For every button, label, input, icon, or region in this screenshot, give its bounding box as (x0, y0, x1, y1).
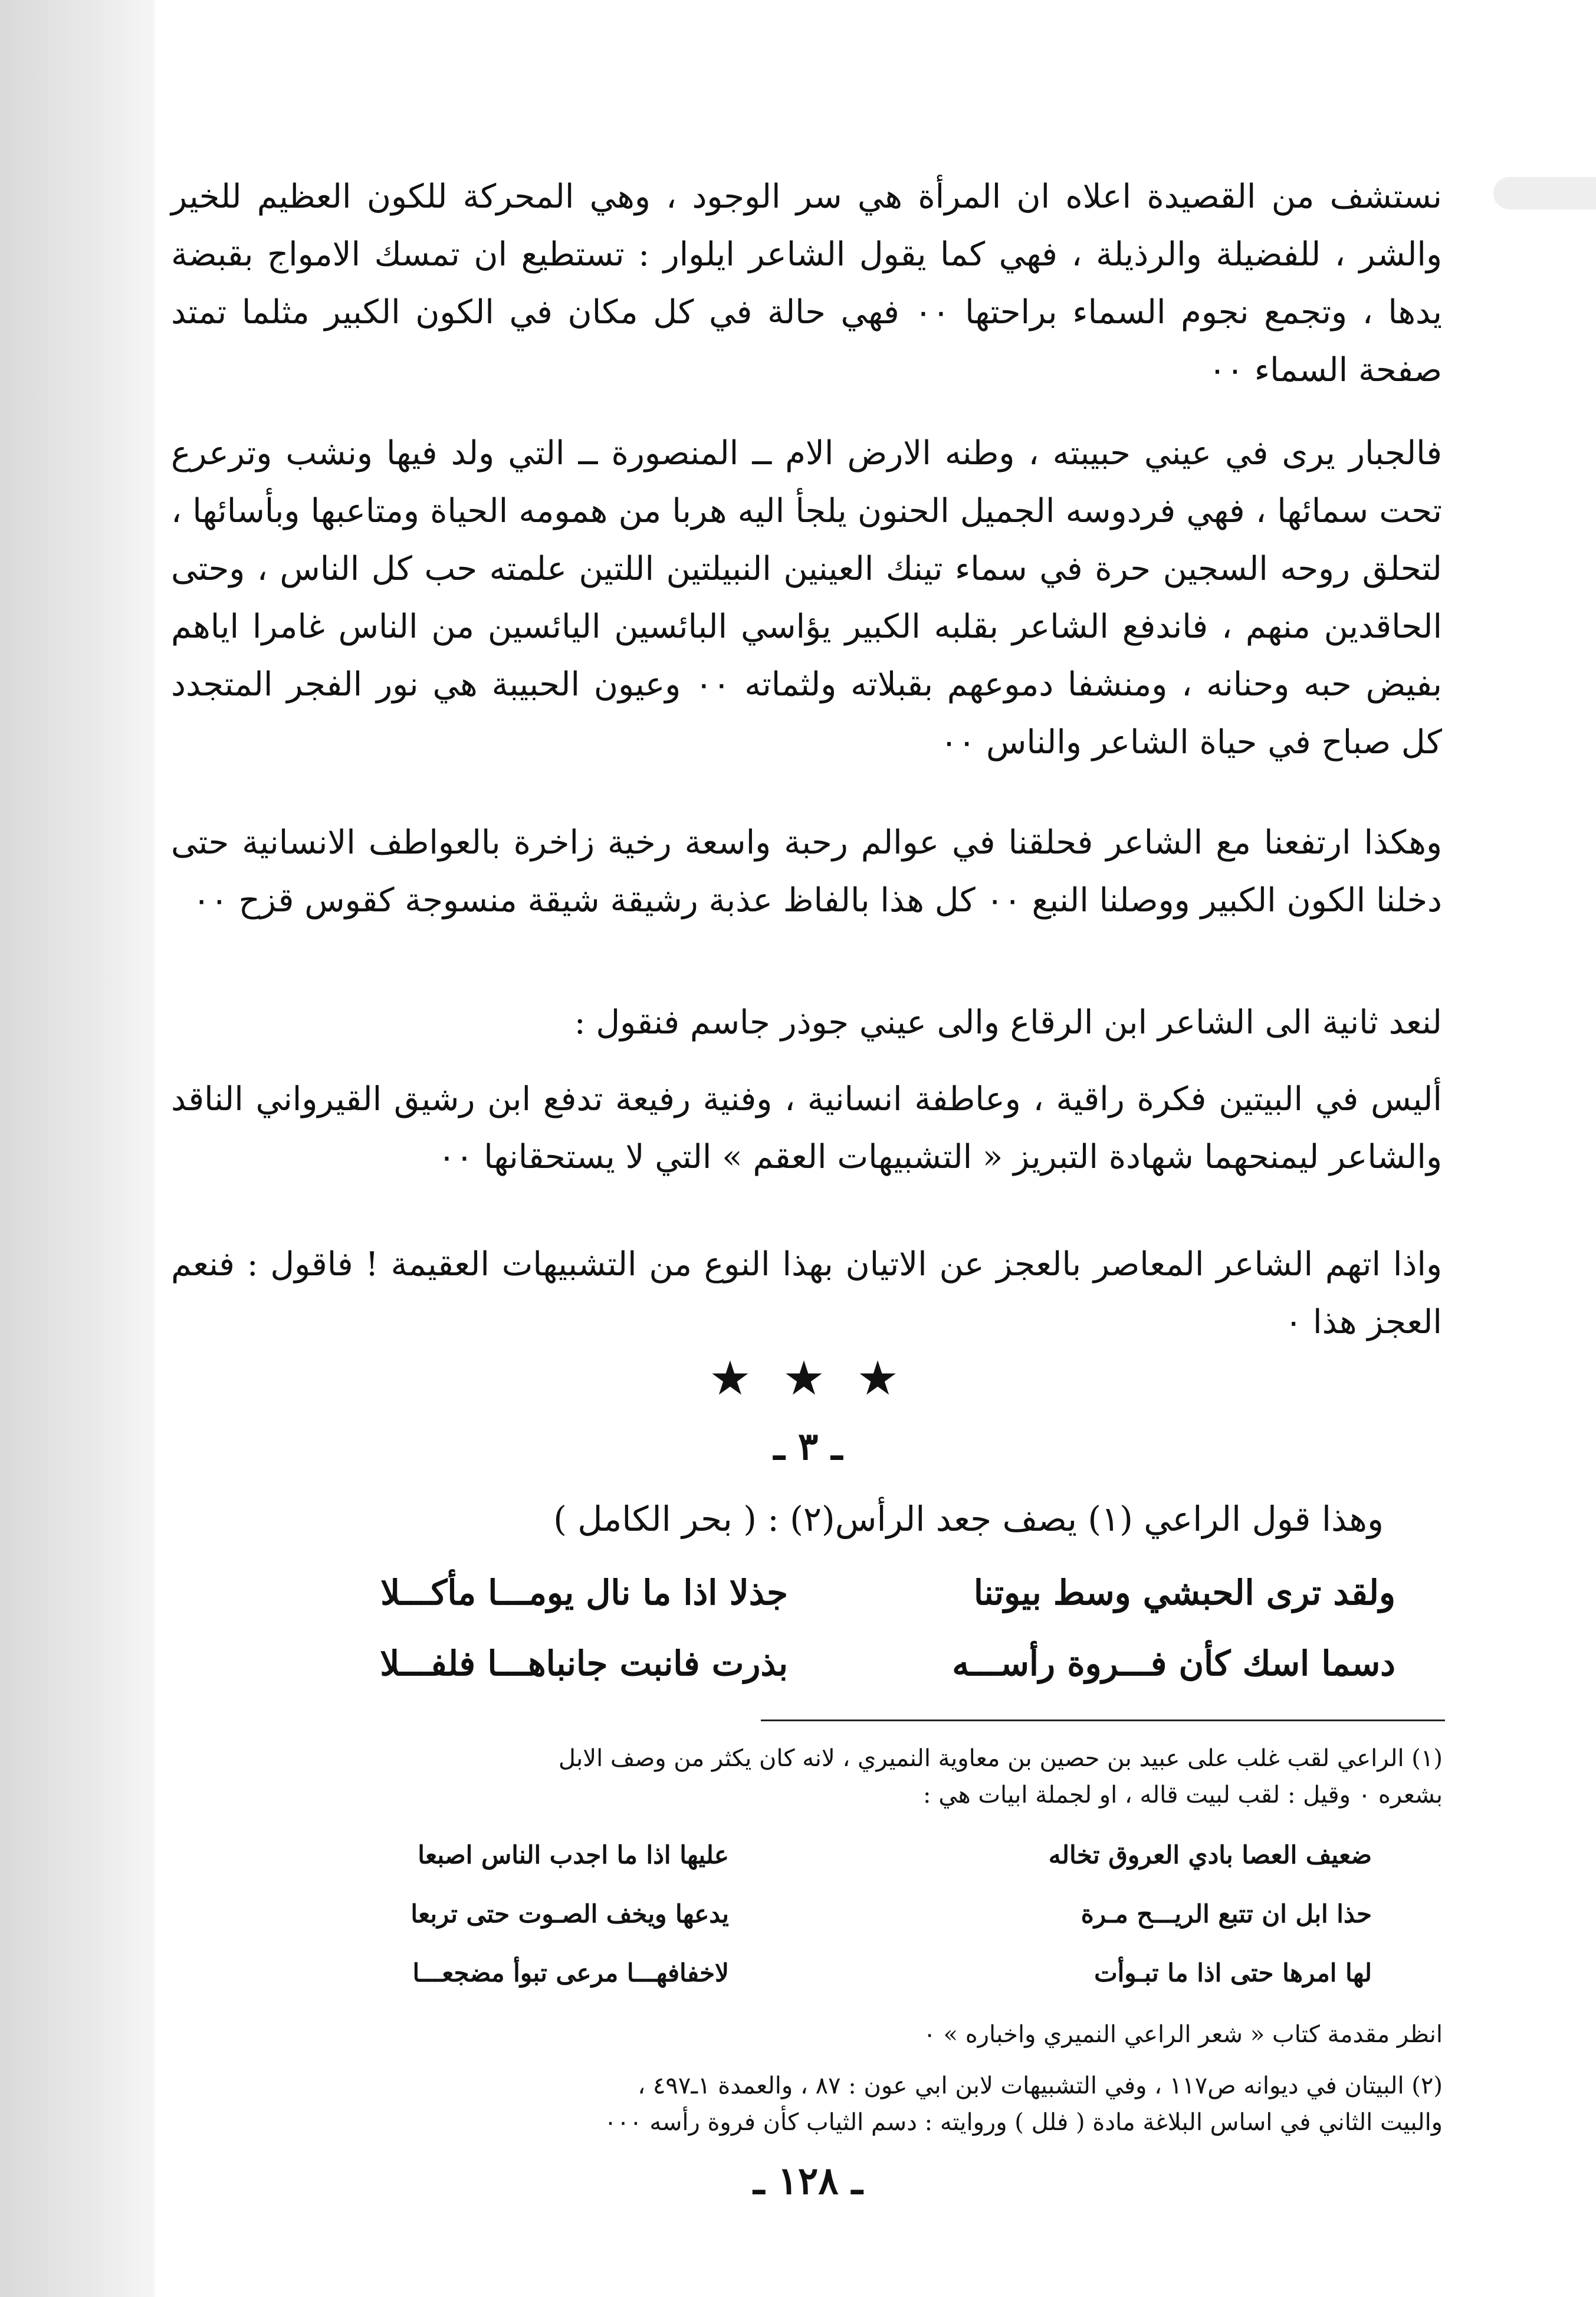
footnote-verse-2-second: يدعها ويخف الصـوت حتى تربعا (411, 1899, 729, 1928)
footnote-1 (175, 1740, 1443, 1813)
paragraph-4: لنعد ثانية الى الشاعر ابن الرقاع والى عيني جوذر جاسم فنقول : (574, 1003, 1442, 1042)
verse-2-second-hemistich: بذرت فانبت جانباهـــا فلفـــلا (380, 1643, 788, 1684)
paragraph-6: واذا اتهم الشاعر المعاصر بالعجز عن الاتيان بهذا النوع من التشبيهات العقيمة ! فاقول : فنعم العجز هذا ٠ (171, 1245, 1442, 1341)
verse-1-first-hemistich: ولقد ترى الحبشي وسط بيوتنا (973, 1573, 1395, 1613)
footnote-2-line-1: (٢) البيتان في ديوانه ص١١٧ ، وفي التشبيهات لابن ابي عون : ٨٧ ، والعمدة ١ـ٤٩٧ ، (638, 2072, 1443, 2099)
footnote-verse-2-first: حذا ابل ان تتبع الريـــح مـرة (1081, 1899, 1372, 1928)
page-number: ـ ١٢٨ ـ (753, 2159, 863, 2203)
scan-smudge (1493, 177, 1596, 209)
scan-margin (0, 0, 155, 2297)
paragraph-5: أليس في البيتين فكرة راقية ، وعاطفة انسانية ، وفنية رفيعة تدفع ابن رشيق القيرواني الناقد والشاعر ليمنحهما شهادة التبريز « التشبيهات العقم » التي لا يستحقانها ٠٠ (171, 1080, 1442, 1176)
verse-2-first-hemistich: دسما اسك كأن فـــروة رأســـه (952, 1643, 1395, 1684)
footnote-1-source: انظر مقدمة كتاب « شعر الراعي النميري واخباره » ٠ (923, 2021, 1443, 2048)
footnote-verse-1-second: عليها اذا ما اجدب الناس اصبعا (418, 1840, 729, 1869)
footnote-verse-1-first: ضعيف العصا بادي العروق تخاله (1048, 1840, 1372, 1869)
footnote-1-line-2: بشعره ٠ وقيل : لقب لبيت قاله ، او لجملة ابيات هي : (923, 1781, 1443, 1809)
footnote-2-line-2: والبيت الثاني في اساس البلاغة مادة ( فلل ) وروايته : دسم الثياب كأن فروة رأسه ٠٠٠ (604, 2109, 1443, 2136)
footnote-divider (761, 1720, 1445, 1721)
section-number: ـ ٣ ـ (773, 1425, 843, 1469)
verse-1-second-hemistich: جذلا اذا ما نال يومـــا مأكـــلا (380, 1573, 788, 1613)
paragraph-3: وهكذا ارتفعنا مع الشاعر فحلقنا في عوالم رحبة واسعة رخية زاخرة بالعواطف الانسانية حتى دخلنا الكون الكبير ووصلنا النبع ٠٠ كل هذا بالفاظ عذبة رشيقة شيقة منسوجة كقوس قزح ٠٠ (171, 823, 1442, 920)
section-separator-stars: ★ ★ ★ (708, 1351, 907, 1406)
verse-introduction: وهذا قول الراعي (١) يصف جعد الرأس(٢) : ( بحر الكامل ) (553, 1499, 1384, 1539)
footnote-2 (175, 2068, 1443, 2141)
paragraph-2: فالجبار يرى في عيني حبيبته ، وطنه الارض الام ــ المنصورة ــ التي ولد فيها ونشب وترعرع تحت سمائها ، فهي فردوسه الجميل الحنون يلجأ اليه هربا من همومه الحياة ومتاعبها وبأسائها ، لتحلق روحه السجين حرة في سماء تينك العينين النبيلتين اللتين علمته حب كل الناس ، وحتى الحاقدين منهم ، فاندفع الشاعر بقلبه الكبير يؤاسي البائسين اليائسين من الناس غامرا اياهم بفيض حبه وحنانه ، ومنشفا دموعهم بقبلاته ولثماته ٠٠ وعيون الحبيبة هي نور الفجر المتجدد كل صباح في حياة الشاعر والناس ٠٠ (171, 434, 1443, 762)
footnote-verse-3-first: لها امرها حتى اذا ما تبـوأت (1094, 1958, 1372, 1987)
footnote-1-line-1: (١) الراعي لقب غلب على عبيد بن حصين بن معاوية النميري ، لانه كان يكثر من وصف الابل (558, 1745, 1443, 1772)
footnote-verse-3-second: لاخفافهـــا مرعى تبوأ مضجعـــا (412, 1958, 729, 1987)
paragraph-1: نستشف من القصيدة اعلاه ان المرأة هي سر الوجود ، وهي المحركة للكون العظيم للخير والشر ، للفضيلة والرذيلة ، فهي كما يقول الشاعر ايلوار : تستطيع ان تمسك الامواج بقبضة يدها ، وتجمع نجوم السماء براحتها ٠٠ فهي حالة في كل مكان في الكون الكبير مثلما تمتد صفحة السماء ٠٠ (171, 178, 1443, 389)
